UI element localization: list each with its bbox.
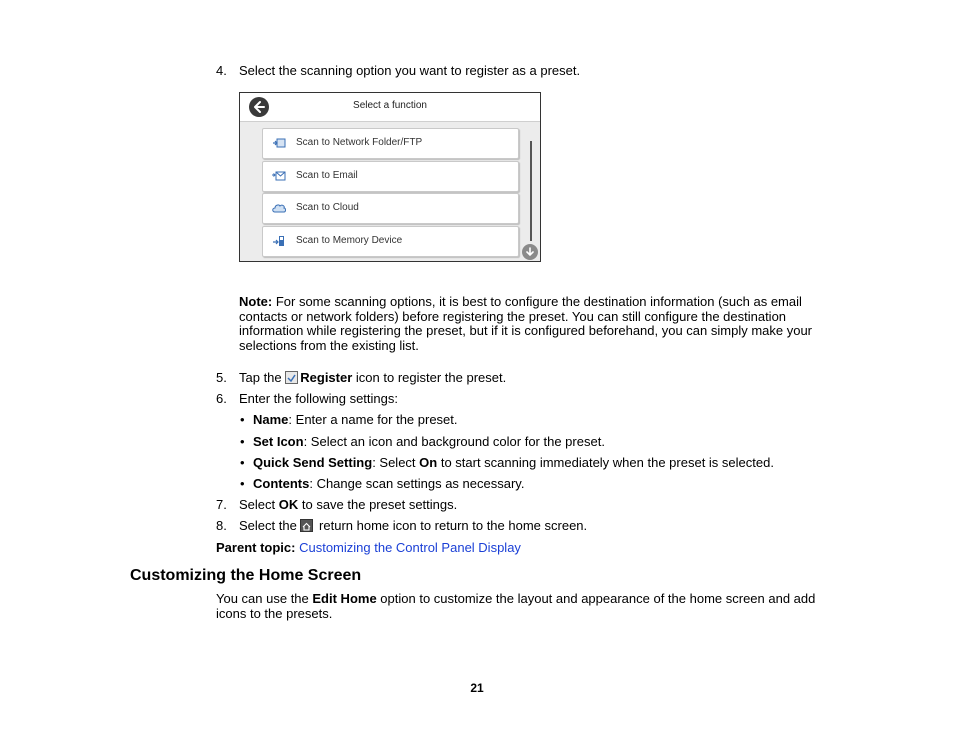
bullet: •	[240, 412, 245, 427]
note-label: Note:	[239, 294, 273, 309]
page-number: 21	[470, 681, 484, 695]
body-text: option to customize the layout and appearance of the home screen and add	[376, 591, 816, 606]
select-function-screen	[239, 92, 541, 262]
bullet: •	[240, 434, 245, 449]
note-line: information while registering the preset, but if it is configured beforehand, you can simply make your	[239, 323, 813, 339]
setting-term: Set Icon	[253, 434, 304, 449]
setting-desc: to start scanning immediately when the preset is selected.	[437, 455, 774, 470]
customizing-control-panel-link[interactable]: Customizing the Control Panel Display	[299, 540, 521, 555]
note-line: contacts or network folders) before registering the preset. You can still configure the destination	[239, 308, 787, 324]
step-7-number: 7.	[216, 497, 227, 512]
register-icon	[285, 371, 298, 384]
step-8-number: 8.	[216, 518, 227, 533]
register-label: Register	[300, 370, 353, 385]
step-7-text	[239, 497, 457, 512]
scan-to-network-folder-button[interactable]	[262, 128, 519, 159]
fn-label: Scan to Network Folder/FTP	[296, 137, 423, 148]
bullet: •	[240, 455, 245, 470]
home-icon	[300, 519, 313, 532]
setting-term: Quick Send Setting	[253, 455, 373, 470]
setting-term: Name	[253, 412, 289, 427]
scan-to-cloud-button[interactable]	[262, 193, 519, 224]
setting-quick-send	[253, 455, 774, 470]
body-text: You can use the	[216, 591, 313, 606]
email-icon	[272, 170, 286, 182]
step-4-text: Select the scanning option you want to register as a preset.	[239, 63, 581, 78]
screen-title: Select a function	[353, 100, 427, 111]
step-8-text	[239, 518, 587, 533]
bullet: •	[240, 476, 245, 491]
step-8-post: return home icon to return to the home screen.	[315, 518, 588, 533]
step-5-text	[239, 370, 506, 385]
memory-device-icon	[272, 235, 286, 247]
step-7-pre: Select	[239, 497, 279, 512]
setting-desc: : Select an icon and background color for the preset.	[303, 434, 605, 449]
fn-label: Scan to Email	[296, 170, 358, 181]
setting-contents	[253, 476, 524, 491]
parent-topic-label: Parent topic:	[216, 540, 296, 555]
section-body	[216, 592, 815, 621]
ok-label: OK	[278, 497, 299, 512]
scroll-down-icon[interactable]	[522, 244, 538, 260]
setting-desc: : Enter a name for the preset.	[288, 412, 458, 427]
scan-to-email-button[interactable]	[262, 161, 519, 192]
step-5-number: 5.	[216, 370, 227, 385]
step-5-post: icon to register the preset.	[352, 370, 507, 385]
section-heading: Customizing the Home Screen	[130, 567, 362, 584]
cloud-icon	[272, 202, 286, 214]
note-line: selections from the existing list.	[239, 337, 419, 353]
step-8-pre: Select the	[239, 518, 301, 533]
fn-label: Scan to Cloud	[296, 202, 359, 213]
setting-desc: : Select	[372, 455, 420, 470]
setting-term: Contents	[253, 476, 310, 491]
scan-to-memory-device-button[interactable]	[262, 226, 519, 257]
fn-label: Scan to Memory Device	[296, 235, 403, 246]
edit-home-label: Edit Home	[312, 591, 377, 606]
body-text: icons to the presets.	[216, 605, 333, 621]
step-7-post: to save the preset settings.	[298, 497, 458, 512]
scrollbar-track[interactable]	[530, 141, 532, 241]
setting-set-icon	[253, 434, 605, 449]
note-line: For some scanning options, it is best to configure the destination information (such as email	[272, 294, 802, 309]
setting-name	[253, 412, 458, 427]
setting-desc: : Change scan settings as necessary.	[309, 476, 525, 491]
step-6-text: Enter the following settings:	[239, 391, 398, 406]
step-4-number: 4.	[216, 63, 227, 78]
setting-on: On	[419, 455, 438, 470]
step-6-number: 6.	[216, 391, 227, 406]
screen-header	[240, 93, 540, 122]
step-5-pre: Tap the	[239, 370, 286, 385]
note-block	[239, 295, 812, 353]
parent-topic	[216, 540, 521, 555]
network-folder-icon	[272, 137, 286, 149]
